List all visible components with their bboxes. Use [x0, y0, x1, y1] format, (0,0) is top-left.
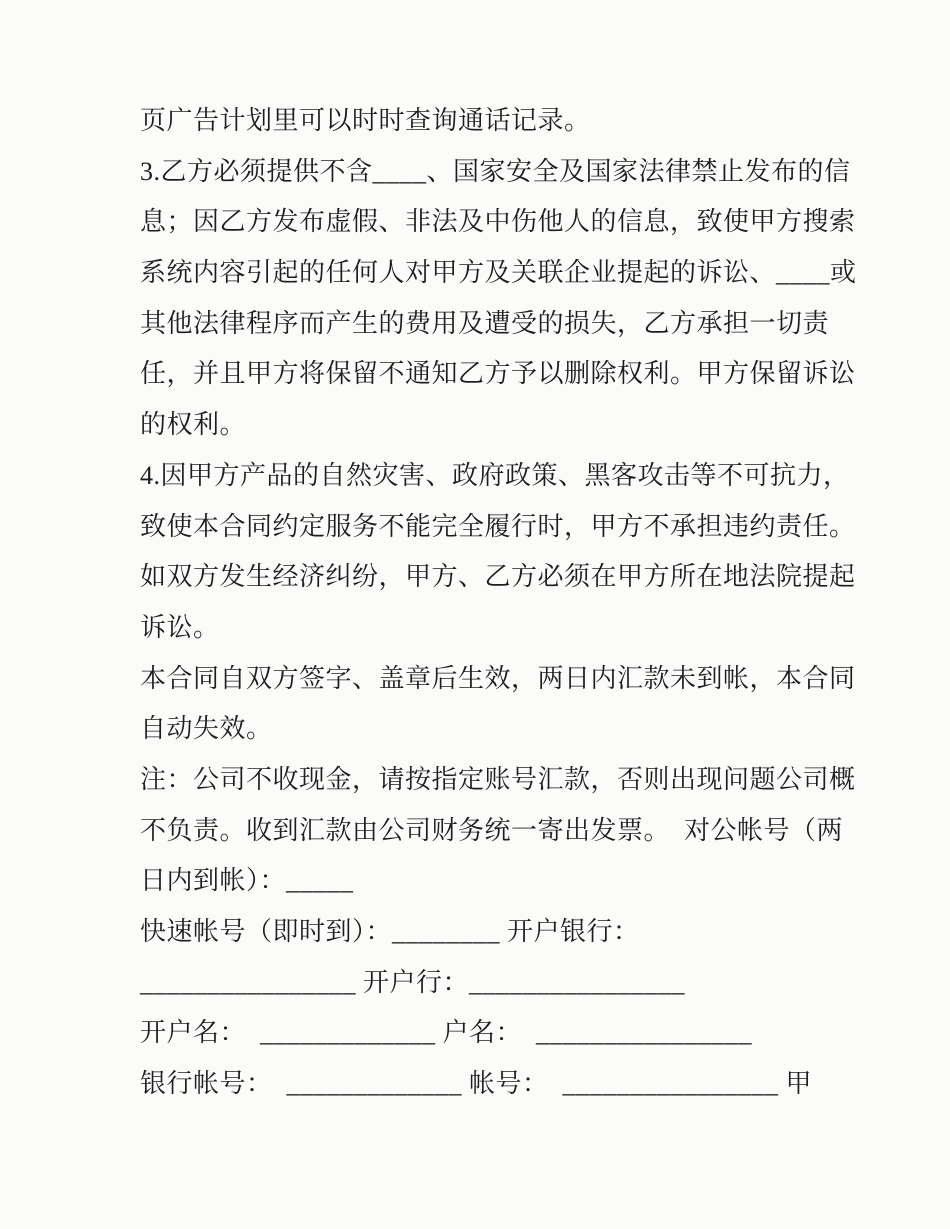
document-line: 4.因甲方产品的自然灾害、政府政策、黑客攻击等不可抗力， — [140, 460, 850, 490]
contract-text-block — [140, 96, 857, 1110]
document-line: 自动失效。 — [140, 714, 273, 744]
document-line-blank-field: 银行帐号： _____________ 帐号： ________________ 甲 — [140, 1069, 813, 1099]
document-line: 的权利。 — [140, 410, 247, 440]
document-line: 任，并且甲方将保留不通知乙方予以删除权利。甲方保留诉讼 — [140, 359, 856, 389]
document-line: 页广告计划里可以时时查询通话记录。 — [140, 106, 591, 135]
document-line-blank-field: ________________ 开户行：________________ — [140, 967, 686, 997]
document-line: 息；因乙方发布虚假、非法及中伤他人的信息，致使甲方搜索 — [140, 207, 856, 237]
document-line: 不负责。收到汇款由公司财务统一寄出发票。 对公帐号（两 — [140, 815, 844, 845]
document-line: 诉讼。 — [140, 612, 220, 642]
document-line: 注：公司不收现金，请按指定账号汇款，否则出现问题公司概 — [140, 764, 856, 794]
document-line: 系统内容引起的任何人对甲方及关联企业提起的诉讼、____或 — [140, 258, 857, 288]
document-line: 如双方发生经济纠纷，甲方、乙方必须在甲方所在地法院提起 — [140, 562, 856, 592]
document-line: 本合同自双方签字、盖章后生效，两日内汇款未到帐，本合同 — [140, 663, 856, 693]
document-line-blank-field: 开户名： _____________ 户名： ________________ — [140, 1018, 753, 1048]
document-line: 致使本合同约定服务不能完全履行时，甲方不承担违约责任。 — [140, 511, 856, 541]
document-line-blank-field: 快速帐号（即时到）：________ 开户银行： — [140, 917, 640, 946]
document-line-blank-field: 日内到帐）：_____ — [140, 866, 354, 896]
document-line: 其他法律程序而产生的费用及遭受的损失，乙方承担一切责 — [140, 308, 830, 338]
document-line: 3.乙方必须提供不含____、国家安全及国家法律禁止发布的信 — [140, 156, 851, 186]
